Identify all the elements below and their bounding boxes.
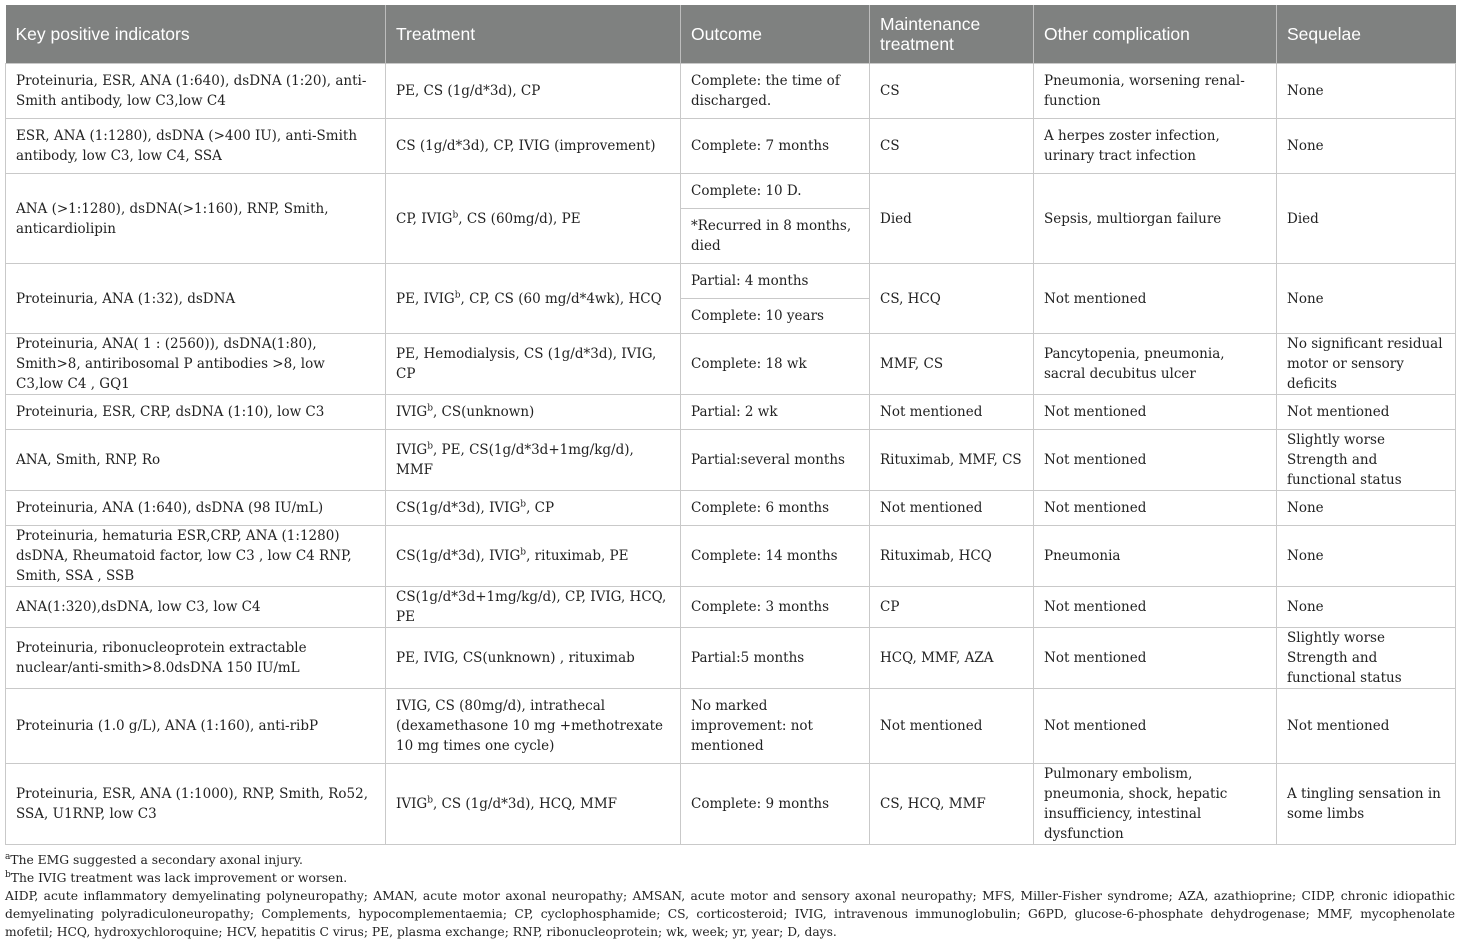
cell-sequelae: None: [1277, 491, 1456, 526]
table-row: [6, 526, 1456, 587]
cell-treatment: CS(1g/d*3d+1mg/kg/d), CP, IVIG, HCQ, PE: [386, 587, 681, 628]
cell-outcome: Partial:several months: [681, 430, 870, 491]
cell-treatment: IVIG$^b$, CS (1g/d*3d), HCQ, MMF: [386, 764, 681, 845]
cell-complication: Sepsis, multiorgan failure: [1034, 174, 1277, 264]
cell-complication: Not mentioned: [1034, 628, 1277, 689]
cell-complication: Not mentioned: [1034, 395, 1277, 430]
cell-sequelae: A tingling sensation in some limbs: [1277, 764, 1456, 845]
footnote-b: $^b$The IVIG treatment was lack improvement or worsen.: [5, 869, 348, 885]
cell-complication: A herpes zoster infection, urinary tract infection: [1034, 119, 1277, 174]
cell-outcome: Partial: 4 months: [681, 264, 870, 299]
cell-treatment: CS (1g/d*3d), CP, IVIG (improvement): [386, 119, 681, 174]
cell-sequelae: None: [1277, 587, 1456, 628]
cell-sequelae: None: [1277, 264, 1456, 334]
table-row: [6, 430, 1456, 491]
cell-maintenance: CP: [870, 587, 1034, 628]
cell-treatment: CP, IVIG$^b$, CS (60mg/d), PE: [386, 174, 681, 264]
table-body: [6, 64, 1456, 845]
cell-sequelae: No significant residual motor or sensory deficits: [1277, 334, 1456, 395]
cell-outcome: Complete: 14 months: [681, 526, 870, 587]
cell-maintenance: Died: [870, 174, 1034, 264]
cell-complication: Pancytopenia, pneumonia, sacral decubitus ulcer: [1034, 334, 1277, 395]
cell-maintenance: CS: [870, 119, 1034, 174]
cell-indicators: Proteinuria, ESR, ANA (1:640), dsDNA (1:20), anti-Smith antibody, low C3,low C4: [6, 64, 386, 119]
cell-treatment: PE, IVIG, CS(unknown) , rituximab: [386, 628, 681, 689]
header-sequelae: Sequelae: [1277, 5, 1456, 64]
cell-complication: Pulmonary embolism, pneumonia, shock, hepatic insufficiency, intestinal dysfunction: [1034, 764, 1277, 845]
cell-maintenance: Rituximab, MMF, CS: [870, 430, 1034, 491]
cell-outcome: Complete: 7 months: [681, 119, 870, 174]
cell-treatment: IVIG$^b$, CS(unknown): [386, 395, 681, 430]
cell-maintenance: Not mentioned: [870, 689, 1034, 764]
results-table: [5, 5, 1456, 845]
cell-indicators: Proteinuria, hematuria ESR,CRP, ANA (1:1280) dsDNA, Rheumatoid factor, low C3 , low C4 RNP, Smith, SSA , SSB: [6, 526, 386, 587]
cell-maintenance: CS, HCQ, MMF: [870, 764, 1034, 845]
table-row: [6, 689, 1456, 764]
cell-treatment: IVIG$^b$, PE, CS(1g/d*3d+1mg/kg/d), MMF: [386, 430, 681, 491]
cell-treatment: CS(1g/d*3d), IVIG$^b$, rituximab, PE: [386, 526, 681, 587]
cell-sequelae: Died: [1277, 174, 1456, 264]
cell-outcome-secondary: Complete: 10 years: [681, 299, 870, 334]
cell-sequelae: None: [1277, 119, 1456, 174]
cell-treatment: IVIG, CS (80mg/d), intrathecal (dexamethasone 10 mg +methotrexate 10 mg times one cycle): [386, 689, 681, 764]
cell-outcome: Partial:5 months: [681, 628, 870, 689]
cell-indicators: ANA, Smith, RNP, Ro: [6, 430, 386, 491]
table-row: [6, 334, 1456, 395]
cell-outcome: Complete: 18 wk: [681, 334, 870, 395]
table-row: [6, 174, 1456, 209]
cell-treatment: PE, Hemodialysis, CS (1g/d*3d), IVIG, CP: [386, 334, 681, 395]
cell-sequelae: Not mentioned: [1277, 689, 1456, 764]
cell-complication: Pneumonia, worsening renal-function: [1034, 64, 1277, 119]
cell-outcome: Complete: 6 months: [681, 491, 870, 526]
cell-outcome: Complete: the time of discharged.: [681, 64, 870, 119]
header-complication: Other complication: [1034, 5, 1277, 64]
cell-indicators: Proteinuria, ANA (1:32), dsDNA: [6, 264, 386, 334]
cell-treatment: PE, CS (1g/d*3d), CP: [386, 64, 681, 119]
cell-complication: Not mentioned: [1034, 689, 1277, 764]
cell-complication: Not mentioned: [1034, 587, 1277, 628]
cell-outcome: Complete: 10 D.: [681, 174, 870, 209]
cell-outcome-secondary: *Recurred in 8 months, died: [681, 209, 870, 264]
cell-complication: Pneumonia: [1034, 526, 1277, 587]
cell-indicators: ESR, ANA (1:1280), dsDNA (>400 IU), anti-Smith antibody, low C3, low C4, SSA: [6, 119, 386, 174]
table-row: [6, 587, 1456, 628]
cell-indicators: Proteinuria (1.0 g/L), ANA (1:160), anti-ribP: [6, 689, 386, 764]
cell-indicators: Proteinuria, ANA (1:640), dsDNA (98 IU/mL): [6, 491, 386, 526]
cell-indicators: ANA (>1:1280), dsDNA(>1:160), RNP, Smith, anticardiolipin: [6, 174, 386, 264]
cell-treatment: PE, IVIG$^b$, CP, CS (60 mg/d*4wk), HCQ: [386, 264, 681, 334]
cell-outcome: Complete: 9 months: [681, 764, 870, 845]
cell-treatment: CS(1g/d*3d), IVIG$^b$, CP: [386, 491, 681, 526]
cell-sequelae: Slightly worse Strength and functional status: [1277, 628, 1456, 689]
abbreviations-note: AIDP, acute inflammatory demyelinating polyneuropathy; AMAN, acute motor axonal neuropathy; AMSAN, acute motor and sensory axonal neuropathy; MFS, Miller-Fisher syndrome; AZA, azathioprine; CIDP, chronic idiopathic demyelinating polyradiculoneuropathy; Complements, hypocomplementaemia; CP, cyclophosphamide; CS, corticosteroid; IVIG, intravenous immunoglobulin; G6PD, glucose-6-phosphate dehydrogenase; MMF, mycophenolate mofetil; HCQ, hydroxychloroquine; HCV, hepatitis C virus; PE, plasma exchange; RNP, ribonucleoprotein; wk, week; yr, year; D, days.: [5, 889, 1455, 939]
cell-indicators: ANA(1:320),dsDNA, low C3, low C4: [6, 587, 386, 628]
cell-complication: Not mentioned: [1034, 264, 1277, 334]
cell-maintenance: Not mentioned: [870, 491, 1034, 526]
cell-outcome: No marked improvement: not mentioned: [681, 689, 870, 764]
table-row: [6, 628, 1456, 689]
cell-outcome: Partial: 2 wk: [681, 395, 870, 430]
footnote-a: $^a$The EMG suggested a secondary axonal injury.: [5, 851, 303, 867]
header-outcome: Outcome: [681, 5, 870, 64]
table-header: [6, 5, 1456, 64]
cell-sequelae: None: [1277, 64, 1456, 119]
cell-maintenance: CS: [870, 64, 1034, 119]
table-row: [6, 395, 1456, 430]
header-treatment: Treatment: [386, 5, 681, 64]
cell-indicators: Proteinuria, ESR, ANA (1:1000), RNP, Smith, Ro52, SSA, U1RNP, low C3: [6, 764, 386, 845]
header-key-indicators: Key positive indicators: [6, 5, 386, 64]
cell-sequelae: None: [1277, 526, 1456, 587]
cell-indicators: Proteinuria, ribonucleoprotein extractable nuclear/anti-smith>8.0dsDNA 150 IU/mL: [6, 628, 386, 689]
table-row: [6, 764, 1456, 845]
cell-complication: Not mentioned: [1034, 430, 1277, 491]
table-row: [6, 64, 1456, 119]
cell-maintenance: Not mentioned: [870, 395, 1034, 430]
table-row: [6, 264, 1456, 299]
cell-maintenance: Rituximab, HCQ: [870, 526, 1034, 587]
cell-outcome: Complete: 3 months: [681, 587, 870, 628]
header-maintenance: Maintenance treatment: [870, 5, 1034, 64]
table-footnotes: [5, 851, 1455, 941]
cell-complication: Not mentioned: [1034, 491, 1277, 526]
cell-sequelae: Not mentioned: [1277, 395, 1456, 430]
cell-maintenance: MMF, CS: [870, 334, 1034, 395]
cell-indicators: Proteinuria, ESR, CRP, dsDNA (1:10), low C3: [6, 395, 386, 430]
table-container: [5, 5, 1455, 941]
cell-indicators: Proteinuria, ANA( 1 : (2560)), dsDNA(1:80), Smith>8, antiribosomal P antibodies >8, low C3,low C4 , GQ1: [6, 334, 386, 395]
table-row: [6, 119, 1456, 174]
cell-maintenance: CS, HCQ: [870, 264, 1034, 334]
cell-sequelae: Slightly worse Strength and functional status: [1277, 430, 1456, 491]
cell-maintenance: HCQ, MMF, AZA: [870, 628, 1034, 689]
table-row: [6, 491, 1456, 526]
